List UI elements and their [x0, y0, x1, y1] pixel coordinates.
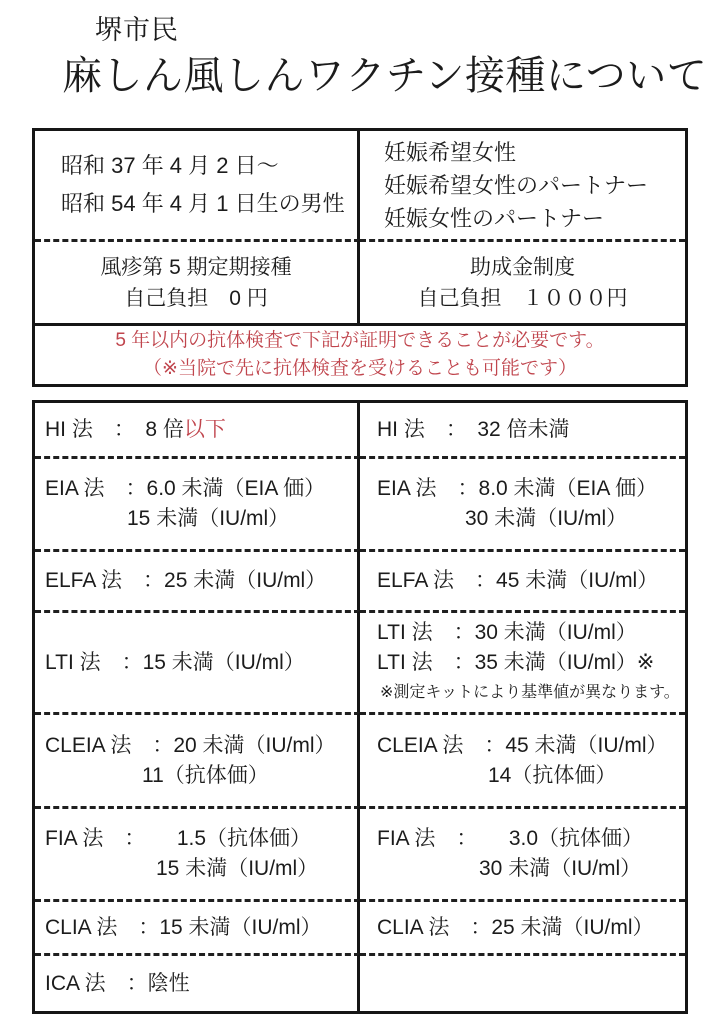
ica-left-value: ICA 法 ：陰性	[45, 971, 190, 995]
page-subtitle: 堺市民	[95, 15, 179, 45]
notice-line1: 5 年以内の抗体検査で下記が証明できることが必要です。	[115, 330, 605, 351]
page-title: 麻しん風しんワクチン接種について	[62, 54, 708, 98]
cell-hi-left	[35, 403, 360, 456]
eia-left-line1: EIA 法 ：6.0 未満（EIA 価）	[45, 477, 326, 500]
lti-left-value: LTI 法 ：15 未満（IU/ml）	[45, 650, 305, 674]
hi-left-text: HI 法 ： 8 倍	[45, 417, 184, 441]
cell-clia-right	[360, 899, 685, 953]
cell-ica-right-empty	[360, 953, 685, 1011]
fia-left-line1: FIA 法 ： 1.5（抗体価）	[45, 827, 312, 850]
cell-clia-left	[35, 899, 360, 953]
eligibility-women-line3: 妊娠女性のパートナー	[384, 205, 605, 231]
cell-program-routine	[35, 239, 360, 323]
cell-cleia-left	[35, 712, 360, 806]
cell-cleia-right	[360, 712, 685, 806]
hi-left-red-text: 以下	[183, 417, 226, 441]
eligibility-women-line2: 妊娠希望女性のパートナー	[384, 172, 649, 198]
cleia-right-line1: CLEIA 法 ：45 未満（IU/ml）	[377, 733, 668, 757]
hi-left-value	[45, 415, 357, 445]
hi-right-value: HI 法 ： 32 倍未満	[377, 417, 570, 441]
program-subsidy-name: 助成金制度	[470, 255, 575, 279]
cell-lti-left	[35, 610, 360, 712]
eligibility-women-line1: 妊娠希望女性	[384, 139, 517, 165]
cell-elfa-right	[360, 549, 685, 610]
program-subsidy-cost: 自己負担 １０００円	[417, 286, 628, 310]
eligibility-men-line1: 昭和 37 年 4 月 2 日～	[61, 153, 279, 178]
cleia-left-line1: CLEIA 法 ：20 未満（IU/ml）	[45, 733, 336, 757]
lti-right-line2: LTI 法 ：35 未満（IU/ml）※	[377, 650, 655, 674]
clia-right-value: CLIA 法 ：25 未満（IU/ml）	[377, 915, 654, 939]
cell-fia-left	[35, 806, 360, 899]
antibody-test-notice	[35, 323, 685, 384]
fia-right-line1: FIA 法 ： 3.0（抗体価）	[377, 827, 644, 850]
program-table	[32, 128, 688, 387]
cell-program-subsidy	[360, 239, 685, 323]
cell-eia-left	[35, 456, 360, 549]
cell-fia-right	[360, 806, 685, 899]
cell-eligibility-women	[360, 131, 685, 239]
lti-right-note: ※測定キットにより基準値が異なります。	[380, 683, 680, 701]
eia-right-line2: 30 未満（IU/ml）	[465, 507, 628, 530]
cell-lti-right	[360, 610, 685, 712]
eia-left-line2: 15 未満（IU/ml）	[127, 507, 290, 530]
clia-left-value: CLIA 法 ：15 未満（IU/ml）	[45, 915, 322, 939]
cell-ica-left	[35, 953, 360, 1011]
program-routine-cost: 自己負担 0 円	[124, 286, 268, 310]
cell-eia-right	[360, 456, 685, 549]
cell-eligibility-men	[35, 131, 360, 239]
cleia-left-line2: 11（抗体価）	[142, 763, 269, 787]
lti-right-line1: LTI 法 ：30 未満（IU/ml）	[377, 620, 637, 644]
criteria-table	[32, 400, 688, 1014]
fia-left-line2: 15 未満（IU/ml）	[156, 857, 319, 880]
cell-elfa-left	[35, 549, 360, 610]
elfa-left-value: ELFA 法 ：25 未満（IU/ml）	[45, 569, 327, 592]
cell-hi-right	[360, 403, 685, 456]
cleia-right-line2: 14（抗体価）	[488, 763, 617, 787]
eligibility-men-line2: 昭和 54 年 4 月 1 日生の男性	[61, 191, 345, 216]
notice-line2: （※当院で先に抗体検査を受けることも可能です）	[143, 358, 577, 379]
program-routine-name: 風疹第 5 期定期接種	[100, 255, 292, 279]
elfa-right-value: ELFA 法 ：45 未満（IU/ml）	[377, 569, 659, 592]
fia-right-line2: 30 未満（IU/ml）	[479, 857, 642, 880]
eia-right-line1: EIA 法 ：8.0 未満（EIA 価）	[377, 477, 658, 500]
